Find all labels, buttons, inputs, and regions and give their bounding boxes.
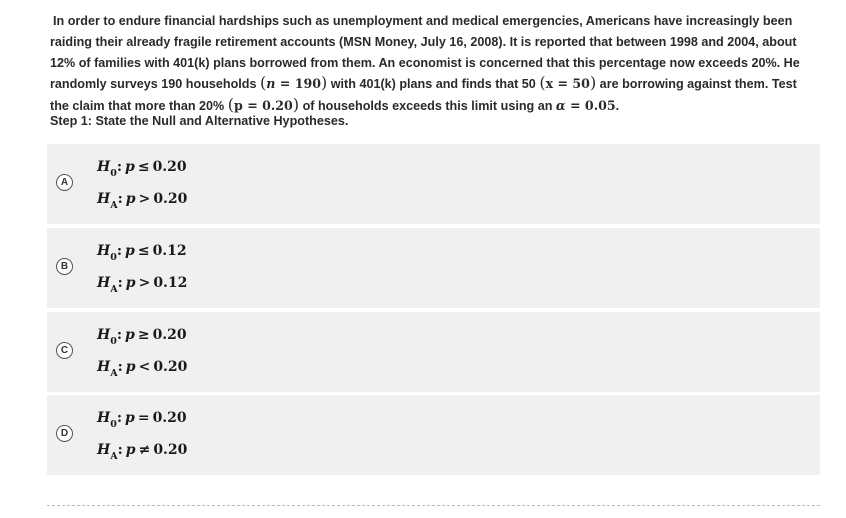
h-symbol: H [97, 191, 111, 207]
h-symbol: H [97, 410, 111, 426]
relation-symbol: < [138, 359, 151, 375]
sample-size-expr [266, 76, 321, 91]
bottom-divider [47, 505, 820, 506]
relation-symbol: = [137, 410, 150, 426]
h-subscript: A [110, 451, 118, 462]
hypothesis-value: 0.20 [153, 359, 188, 375]
option-c[interactable] [47, 312, 820, 392]
option-b[interactable] [47, 228, 820, 308]
paren-close-2: ) [589, 73, 597, 93]
relation-symbol: > [138, 275, 151, 291]
relation-symbol: ≤ [137, 159, 150, 175]
option-a-alt-hypothesis: $H_A$: p > 0.20 [97, 191, 188, 211]
h-subscript: 0 [110, 336, 117, 347]
question-text [50, 11, 810, 117]
hypothesis-value: 0.20 [153, 191, 188, 207]
h-symbol: H [97, 159, 111, 175]
p-symbol: p [234, 98, 243, 114]
hypothesis-value: 0.20 [153, 442, 188, 458]
paren-close-3: ) [292, 95, 300, 115]
option-d-alt-hypothesis: $H_A$: p ≠ 0.20 [97, 442, 188, 462]
hypothesis-value: 0.20 [152, 410, 187, 426]
hypothesis-value: 0.20 [152, 327, 187, 343]
option-c-alt-hypothesis: $H_A$: p < 0.20 [97, 359, 188, 379]
option-a-radio[interactable]: A [56, 174, 73, 191]
p-variable: p [125, 359, 136, 375]
alpha-expr [556, 98, 616, 113]
question-line-4-text-b: with 401(k) plans and finds that 50 [327, 77, 536, 92]
relation-symbol: ≠ [138, 442, 151, 458]
proportion-expr [234, 98, 293, 113]
alpha-value: = 0.05 [565, 98, 616, 114]
option-b-alt-hypothesis: $H_A$: p > 0.12 [97, 275, 188, 295]
option-d[interactable] [47, 395, 820, 475]
alpha-symbol: α [555, 98, 566, 114]
h-subscript: 0 [110, 419, 117, 430]
option-c-radio[interactable]: C [56, 342, 73, 359]
h-subscript: A [110, 200, 118, 211]
h-subscript: 0 [110, 168, 117, 179]
option-a[interactable] [47, 144, 820, 224]
option-b-radio[interactable]: B [56, 258, 73, 275]
h-symbol: H [97, 327, 111, 343]
x-symbol: x [545, 76, 554, 92]
p-variable: p [125, 327, 135, 343]
h-subscript: A [110, 368, 118, 379]
h-symbol: H [97, 243, 111, 259]
question-period: . [615, 99, 620, 114]
question-line-3: 12% of families with 401(k) plans borrowed from them. An economist is concerned that this percentage now exceeds 20%. He [50, 55, 800, 70]
paren-close: ) [321, 73, 328, 93]
h-symbol: H [97, 442, 111, 458]
relation-symbol: > [138, 191, 151, 207]
question-line-4-text-a: randomly surveys 190 households [50, 77, 257, 92]
n-symbol: n [266, 76, 276, 92]
p-variable: p [125, 410, 135, 426]
option-d-radio[interactable]: D [56, 425, 73, 442]
hypothesis-value: 0.12 [153, 275, 188, 291]
p-variable: p [125, 275, 136, 291]
h-symbol: H [97, 275, 111, 291]
p-value: = 0.20 [242, 98, 293, 114]
h-subscript: A [110, 284, 118, 295]
paren-open-3: ( [227, 95, 235, 115]
option-a-null-hypothesis: $H_0$: p ≤ 0.20 [97, 159, 187, 179]
paren-open: ( [259, 73, 267, 93]
relation-symbol: ≤ [137, 243, 150, 259]
n-value: = 190 [275, 76, 322, 92]
option-d-null-hypothesis: $H_0$: p = 0.20 [97, 410, 187, 430]
question-line-1: In order to endure financial hardships such as unemployment and medical emergencies, Americans have increasingly been [53, 14, 793, 28]
question-line-4 [50, 73, 810, 95]
relation-symbol: ≥ [137, 327, 150, 343]
p-variable: p [125, 159, 135, 175]
paren-open-2: ( [539, 73, 546, 93]
question-line-4-text-c: are borrowing against them. Test [596, 77, 797, 92]
p-variable: p [125, 243, 135, 259]
p-variable: p [125, 442, 136, 458]
h-symbol: H [97, 359, 111, 375]
option-b-null-hypothesis: $H_0$: p ≤ 0.12 [97, 243, 187, 263]
question-line-5-text-b: of households exceeds this limit using an [299, 99, 556, 114]
question-line-5-text-a: the claim that more than 20% [50, 99, 225, 114]
count-expr [546, 76, 590, 91]
option-c-null-hypothesis: $H_0$: p ≥ 0.20 [97, 327, 187, 347]
h-subscript: 0 [110, 252, 117, 263]
x-value: = 50 [553, 76, 590, 92]
hypothesis-value: 0.12 [152, 243, 187, 259]
p-variable: p [125, 191, 136, 207]
question-line-2: raiding their already fragile retirement accounts (MSN Money, July 16, 2008). It is reported that between 1998 and 2004, about [50, 34, 797, 49]
step-label: Step 1: State the Null and Alternative Hypotheses. [50, 114, 349, 128]
hypothesis-value: 0.20 [152, 159, 187, 175]
